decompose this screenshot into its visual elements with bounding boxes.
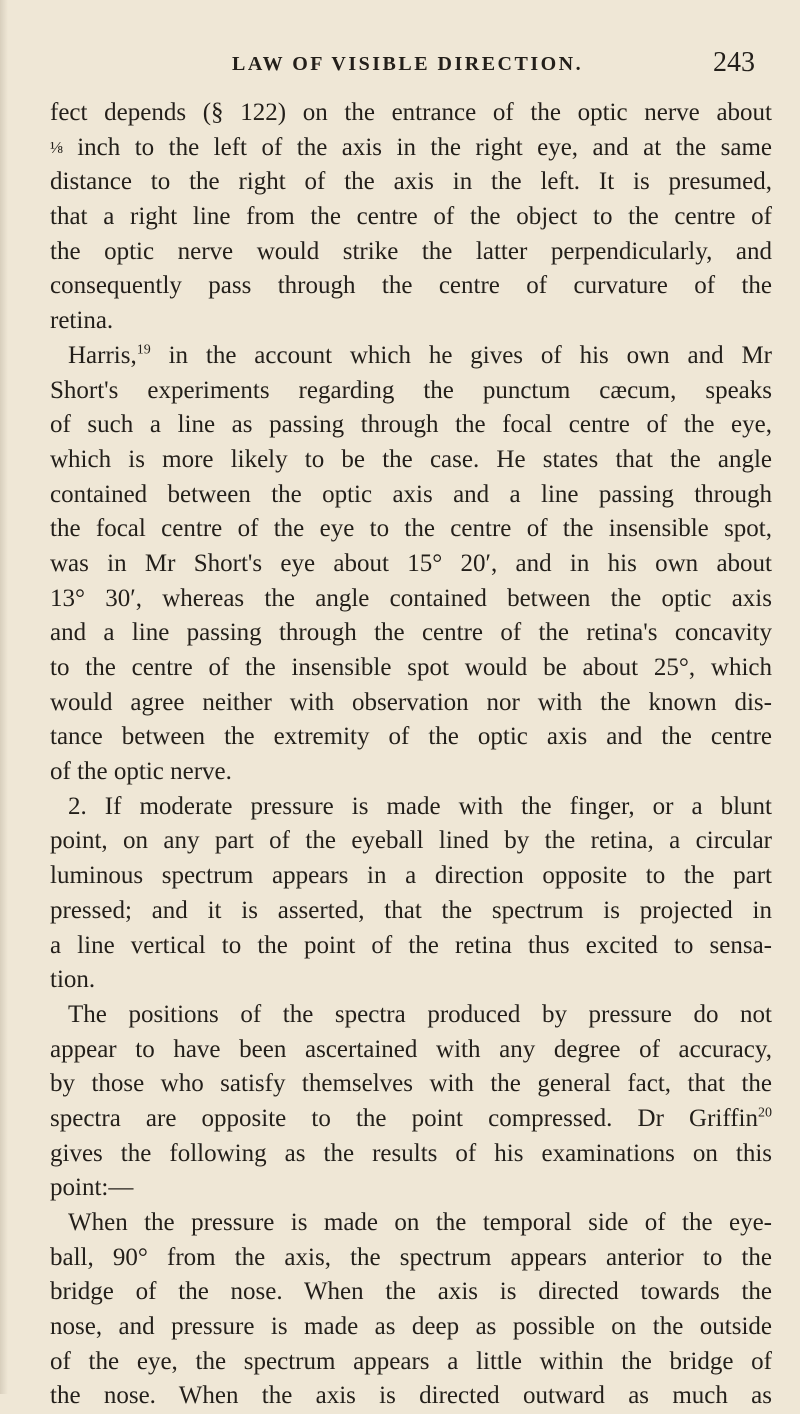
text-line: to the centre of the insensible spot would be about 25°, which	[50, 654, 772, 681]
text-line: luminous spectrum appears in a direction opposite to the part	[50, 862, 772, 890]
text-line: was in Mr Short's eye about 15° 20′, and in his own about	[50, 549, 772, 577]
text-line: Harris,$^{19}$ in the account which he gives of his own and Mr	[68, 341, 772, 369]
body-text	[50, 96, 772, 1414]
text-line: would agree neither with observation nor with the known dis-	[50, 688, 772, 716]
text-line: fect depends (§ 122) on the entrance of the optic nerve about	[50, 99, 772, 126]
text-line: contained between the optic axis and a line passing through	[50, 480, 772, 508]
text-line: consequently pass through the centre of curvature of the	[50, 272, 772, 300]
text-line: by those who satisfy themselves with the general fact, that the	[50, 1070, 772, 1098]
text-line: pressed; and it is asserted, that the spectrum is projected in	[50, 896, 772, 924]
page-number: 243	[713, 47, 755, 78]
text-line: The positions of the spectra produced by pressure do not	[68, 1000, 772, 1028]
text-line: bridge of the nose. When the axis is directed towards the	[50, 1278, 772, 1306]
footnote-ref: 19	[136, 342, 151, 358]
text-line: of such a line as passing through the focal centre of the eye,	[50, 411, 772, 439]
text-line: spectra are opposite to the point compressed. Dr Griffin$^{20}$	[50, 1104, 772, 1132]
text-line: tion.	[50, 966, 96, 994]
text-line: which is more likely to be the case. He states that the angle	[50, 445, 772, 473]
text-line: When the pressure is made on the temporal side of the eye-	[68, 1209, 772, 1236]
text-line: the nose. When the axis is directed outward as much as	[50, 1382, 772, 1410]
text-line: of the optic nerve.	[50, 758, 232, 786]
page-header	[0, 45, 800, 85]
page-edge-shadow	[0, 0, 8, 1394]
text-line: 2. If moderate pressure is made with the finger, or a blunt	[68, 792, 772, 820]
text-line: ball, 90° from the axis, the spectrum appears anterior to the	[50, 1243, 772, 1271]
text-line: distance to the right of the axis in the left. It is presumed,	[50, 168, 772, 196]
text-line: and a line passing through the centre of the retina's concavity	[50, 619, 772, 647]
text-line: 13° 30′, whereas the angle contained between the optic axis	[50, 584, 772, 612]
text-line: ⅛ inch to the left of the axis in the right eye, and at the same	[50, 133, 772, 161]
text-line: point:—	[50, 1174, 134, 1202]
text-line: nose, and pressure is made as deep as possible on the outside	[50, 1313, 772, 1341]
text-line: point, on any part of the eyeball lined by the retina, a circular	[50, 827, 772, 855]
text-line: appear to have been ascertained with any degree of accuracy,	[50, 1035, 772, 1063]
footnote-ref: 20	[758, 1105, 772, 1121]
text-line: gives the following as the results of his examinations on this	[50, 1139, 772, 1167]
text-line: the focal centre of the eye to the centre of the insensible spot,	[50, 515, 772, 543]
text-line: Short's experiments regarding the punctum cæcum, speaks	[50, 376, 772, 404]
text-line: that a right line from the centre of the object to the centre of	[50, 203, 772, 231]
fraction: ⅛	[50, 137, 63, 157]
text-line: tance between the extremity of the optic axis and the centre	[50, 723, 772, 751]
text-line: a line vertical to the point of the retina thus excited to sensa-	[50, 931, 772, 959]
running-head: LAW OF VISIBLE DIRECTION.	[232, 53, 584, 75]
text-line: of the eye, the spectrum appears a little within the bridge of	[50, 1347, 772, 1375]
text-line: the optic nerve would strike the latter perpendicularly, and	[50, 237, 772, 265]
text-line: retina.	[50, 307, 114, 335]
